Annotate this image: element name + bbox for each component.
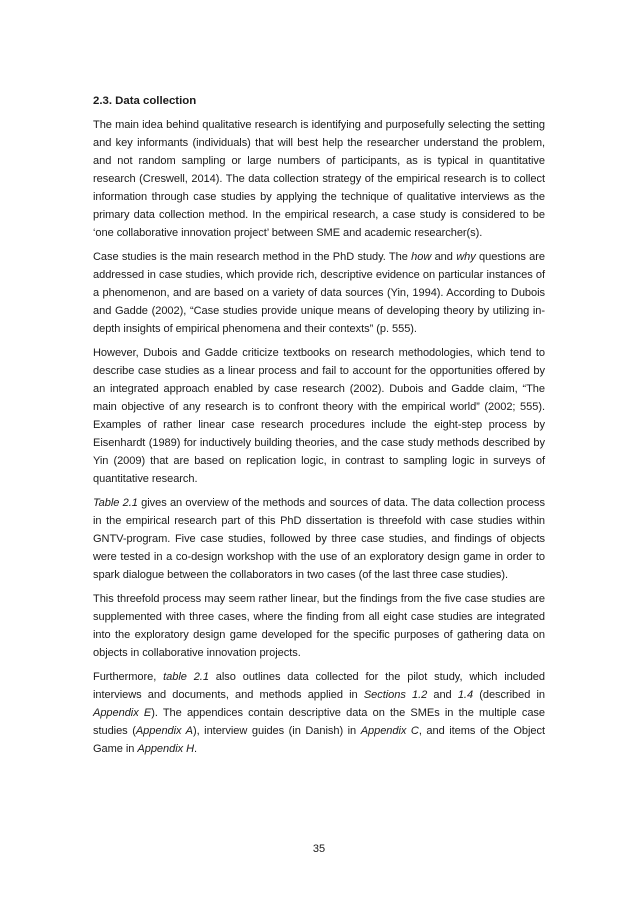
italic-text: Appendix E (93, 707, 152, 719)
text-run: . (194, 743, 198, 755)
text-run: ), interview guides (in Danish) in (192, 725, 361, 737)
text-run: , and items of the Object Game in (93, 725, 545, 755)
document-page (93, 92, 545, 764)
body-text (93, 116, 545, 758)
text-run: gives an overview of the methods and sources of data. The data collection process in the empirical research part of this PhD dissertation is threefold with case studies within GNTV-program. Five case studies, followed by three case studies, and findings of objects were tested in a co-design workshop with the use of an exploratory design game in order to spark dialogue between the collaborators in two cases (of the last three case studies). (93, 497, 545, 581)
text-run: However, Dubois and Gadde criticize textbooks on research methodologies, which tend to describe case studies as a linear process and fail to account for the opportunities offered by an integrated approach enabled by case research (2002). Dubois and Gadde claim, “The main objective of any research is to confront theory with the empirical world” (2002; 555). Examples of rather linear case research procedures include the eight-step process by Eisenhardt (1989) for inductively building theories, and the case study methods described by Yin (2009) that are based on replication logic, in contrast to sampling logic in surveys of quantitative research. (93, 347, 545, 485)
text-run: and (431, 251, 457, 263)
italic-text: Appendix C (360, 725, 419, 737)
italic-text: Appendix A (135, 725, 193, 737)
text-run: also outlines data collected for the pilot study, which included interviews and documents, and methods applied in (93, 671, 545, 701)
italic-text: why (456, 251, 476, 263)
paragraph-3 (93, 344, 545, 488)
italic-text: Sections 1.2 (363, 689, 428, 701)
paragraph-1 (93, 116, 545, 242)
text-run: The main idea behind qualitative research is identifying and purposefully selecting the setting and key informants (individuals) that will best help the researcher understand the problem, and not random sampling or large numbers of participants, as is typical in quantitative research (Creswell, 2014). The data collection strategy of the empirical research is to collect information through case studies by applying the technique of qualitative interviews as the primary data collection method. In the empirical research, a case study is considered to be ‘one collaborative innovation project’ between SME and academic researcher(s). (93, 119, 545, 239)
paragraph-5 (93, 590, 545, 662)
italic-text: how (411, 251, 432, 263)
text-run: and (427, 689, 458, 701)
text-run: Furthermore, (93, 671, 164, 683)
page-number: 35 (312, 843, 326, 855)
section-heading: 2.3. Data collection (93, 95, 197, 107)
paragraph-4 (93, 494, 545, 584)
paragraph-6 (93, 668, 545, 758)
text-run: questions are addressed in case studies, which provide rich, descriptive evidence on particular instances of a phenomenon, and are based on a variety of data sources (Yin, 1994). According to Dubois and Gadde (2002), “Case studies provide unique means of developing theory by utilizing in-depth insights of empirical phenomena and their contexts” (p. 555). (93, 251, 546, 335)
italic-text: 1.4 (457, 689, 474, 701)
italic-text: Table 2.1 (93, 497, 138, 509)
paragraph-2 (93, 248, 545, 338)
italic-text: table 2.1 (163, 671, 209, 683)
text-run: (described in (473, 689, 545, 701)
italic-text: Appendix H (137, 743, 195, 755)
text-run: This threefold process may seem rather linear, but the findings from the five case studies are supplemented with three cases, where the finding from all eight case studies are integrated into the exploratory design game developed for the specific purposes of gathering data on objects in collaborative innovation projects. (93, 593, 545, 659)
text-run: ). The appendices contain descriptive data on the SMEs in the multiple case studies ( (93, 707, 545, 737)
text-run: Case studies is the main research method in the PhD study. The (93, 251, 412, 263)
